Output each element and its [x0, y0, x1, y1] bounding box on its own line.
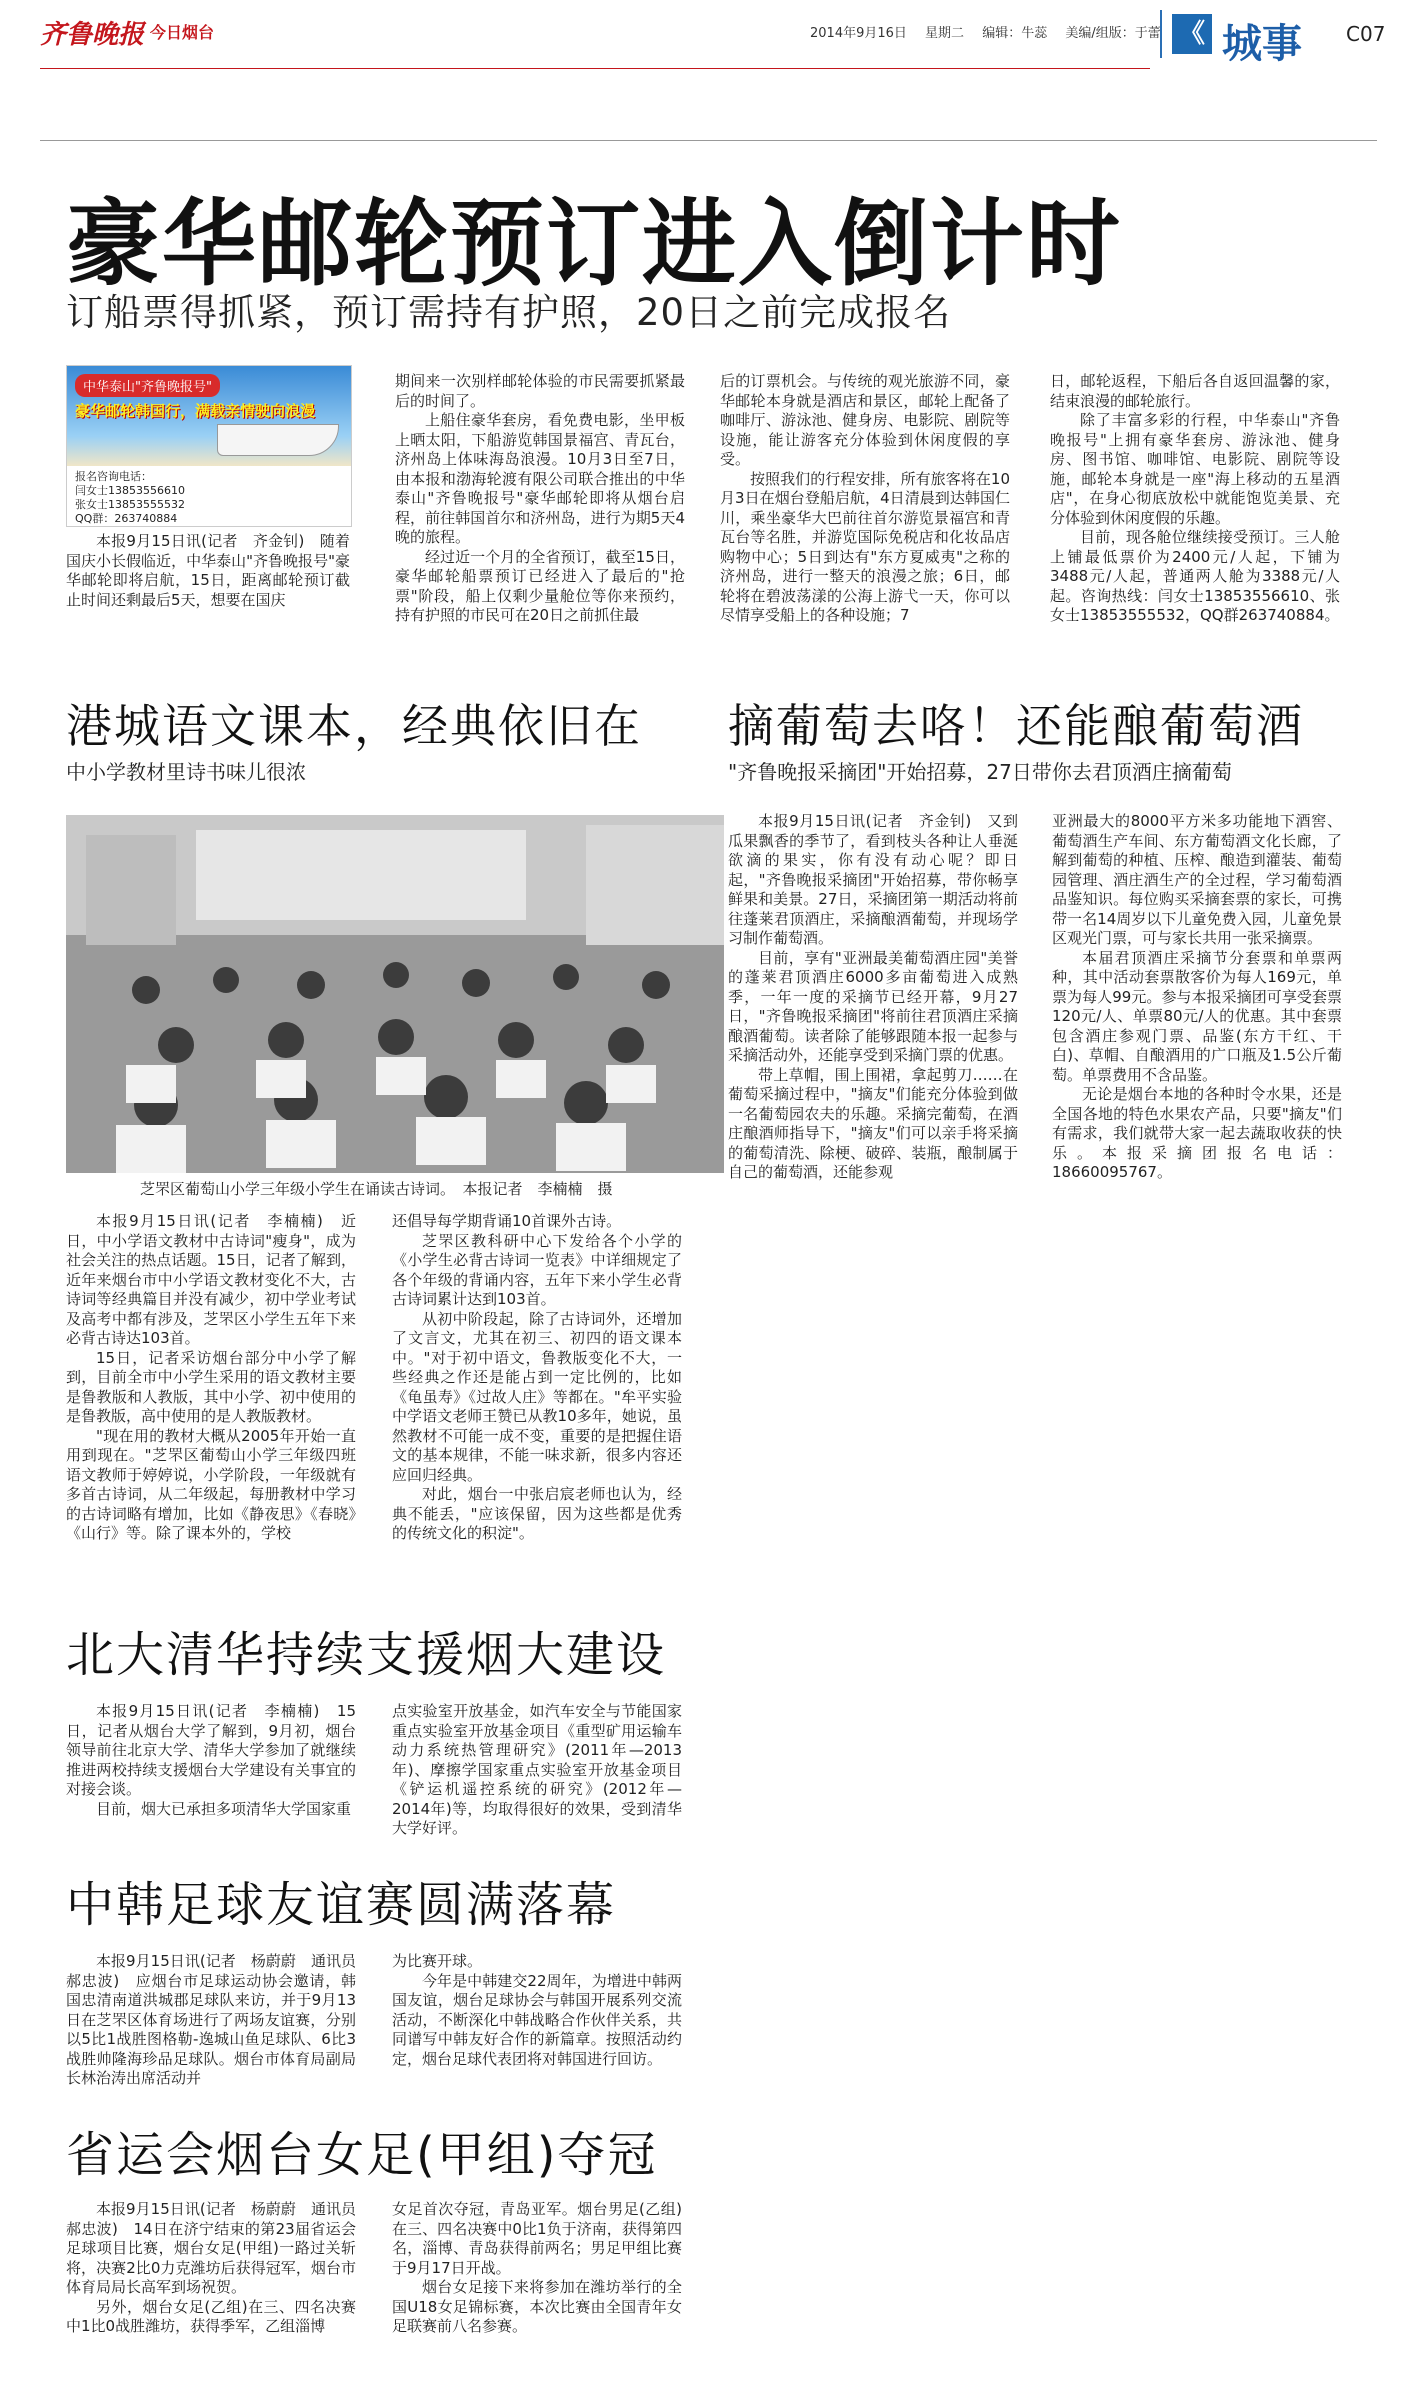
header-meta [810, 22, 1175, 41]
chevron-left-icon: 《 [1172, 14, 1212, 54]
paragraph: 本届君顶酒庄采摘节分套票和单票两种，其中活动套票散客价为每人169元，单票为每人99元。参与本报采摘团可享受套票120元/人、单票80元/人的优惠。其中套票包含酒庄参观门票、品鉴(东方干红、干白)、草帽、自酿酒用的广口瓶及1.5公斤葡萄。单票费用不含品鉴。 [1052, 948, 1342, 1084]
classroom-image [66, 815, 724, 1173]
paragraph: 目前，烟大已承担多项清华大学国家重 [96, 1799, 352, 1818]
photo-caption: 芝罘区葡萄山小学三年级小学生在诵读古诗词。 本报记者 李楠楠 摄 [140, 1180, 613, 1198]
paragraph: 还倡导每学期背诵10首课外古诗。 [392, 1212, 622, 1230]
section-label: 今日烟台 [150, 23, 215, 42]
classroom-photo [66, 815, 724, 1173]
page-number: C07 [1346, 22, 1386, 46]
pku-headline: 北大清华持续支援烟大建设 [66, 1627, 667, 1683]
football-column-2 [392, 1952, 682, 2069]
paragraph: 点实验室开放基金，如汽车安全与节能国家重点实验室开放基金项目《重型矿用运输车动力系统热管理研究》(2011年—2013年)、摩擦学国家重点实验室开放基金项目《铲运机遥控系统的研究》(2012年—2014年)等，均取得很好的效果，受到清华大学好评。 [392, 1702, 682, 1837]
paragraph: 本报9月15日讯(记者 杨蔚蔚 通讯员 郝忠波) 14日在济宁结束的第23届省运会足球项目比赛，烟台女足(甲组)一路过关斩将，决赛2比0力克潍坊后获得冠军，烟台市体育局局长高军到场祝贺。 [66, 2200, 372, 2296]
textbook-column-1 [66, 1212, 356, 1544]
cruise-ad [66, 365, 352, 527]
womens-headline: 省运会烟台女足(甲组)夺冠 [66, 2127, 658, 2183]
grape-subheadline: "齐鲁晚报采摘团"开始招募，27日带你去君顶酒庄摘葡萄 [728, 760, 1232, 784]
ad-contact-line: QQ群：263740884 [75, 512, 178, 525]
paragraph: 上船住豪华套房，看免费电影，坐甲板上晒太阳，下船游览韩国景福宫、青瓦台，济州岛上体味海岛浪漫。10月3日至7日，由本报和渤海轮渡有限公司联合推出的中华泰山"齐鲁晚报号"豪华邮轮即将从烟台启程，前往韩国首尔和济州岛，进行为期5天4晚的旅程。 [395, 411, 685, 546]
paragraph: 本报9月15日讯(记者 杨蔚蔚 通讯员 郝忠波) 应烟台市足球运动协会邀请，韩国忠清南道洪城郡足球队来访，并于9月13日在芝罘区体育场进行了两场友谊赛，分别以5比1战胜图格勒-逸城山鱼足球队、6比3战胜帅隆海珍品足球队。烟台市体育局副局长林治涛出席活动并 [66, 1952, 372, 2087]
paragraph: 本报9月15日讯(记者 李楠楠) 15日，记者从烟台大学了解到，9月初，烟台领导前往北京大学、清华大学参加了就继续推进两校持续支援烟台大学建设有关事宜的对接会谈。 [66, 1702, 356, 1798]
paragraph: 带上草帽，围上围裙，拿起剪刀……在葡萄采摘过程中，"摘友"们能充分体验到做一名葡萄园农夫的乐趣。采摘完葡萄，在酒庄酿酒师指导下，"摘友"们可以亲手将采摘的葡萄清洗、除梗、破碎、装瓶，酿制属于自己的葡萄酒，还能参观 [728, 1065, 1018, 1181]
ship-illustration [217, 424, 339, 456]
ad-badge: 中华泰山"齐鲁晚报号" [75, 374, 220, 397]
paragraph: 经过近一个月的全省预订，截至15日，豪华邮轮船票预订已经进入了最后的"抢票"阶段，船上仅剩少量舱位等你来预约，持有护照的市民可在20日之前抓住最 [395, 547, 685, 624]
paragraph: 本报9月15日讯(记者 齐金钊) 随着国庆小长假临近，中华泰山"齐鲁晚报号"豪华邮轮即将启航，15日，距离邮轮预订截止时间还剩最后5天，想要在国庆 [66, 532, 350, 609]
grape-column-2 [1052, 812, 1342, 1183]
paragraph: 亚洲最大的8000平方米多功能地下酒窖、葡萄酒生产车间、东方葡萄酒文化长廊，了解到葡萄的种植、压榨、酿造到灌装、葡萄园管理、酒庄酒生产的全过程，学习葡萄酒品鉴知识。每位购买采摘套票的家长，可携带一名14周岁以下儿童免费入园，儿童免景区观光门票，可与家长共用一张采摘票。 [1052, 812, 1342, 947]
lead-column-2 [395, 372, 685, 626]
grape-column-1 [728, 812, 1018, 1183]
paragraph: 女足首次夺冠，青岛亚军。烟台男足(乙组)在三、四名决赛中0比1负于济南，获得第四名，淄博、青岛获得前两名；男足甲组比赛于9月17日开战。 [392, 2200, 682, 2277]
header-divider [40, 68, 1150, 69]
paragraph: 目前，现各舱位继续接受预订。三人舱上铺最低票价为2400元/人起，下铺为3488元/人起，普通两人舱为3388元/人起。咨询热线：闫女士13853556610、张女士13853555532，QQ群263740884。 [1050, 528, 1340, 624]
lead-column-3 [720, 372, 1010, 626]
paragraph: 从初中阶段起，除了古诗词外，还增加了文言文，尤其在初三、初四的语文课本中。"对于初中语文，鲁教版变化不大，一些经典之作还是能占到一定比例的，比如《龟虽寿》《过故人庄》等都在。"牟平实验中学语文老师王赞已从教10多年，她说，虽然教材不可能一成不变，重要的是把握住语文的基本规律，不能一味求新，很多内容还应回归经典。 [392, 1309, 682, 1484]
issue-date: 2014年9月16日 [810, 26, 907, 41]
paragraph: 芝罘区教科研中心下发给各个小学的《小学生必背古诗词一览表》中详细规定了各个年级的背诵内容，五年下来小学生必背古诗词累计达到103首。 [392, 1231, 682, 1308]
lead-subheadline: 订船票得抓紧，预订需持有护照，20日之前完成报名 [66, 291, 952, 334]
paragraph: 目前，享有"亚洲最美葡萄酒庄园"美誉的蓬莱君顶酒庄6000多亩葡萄进入成熟季，一年一度的采摘节已经开幕，9月27日，"齐鲁晚报采摘团"将前往君顶酒庄采摘酿酒葡萄。读者除了能够跟随本报一起参与采摘活动外，还能享受到采摘门票的优惠。 [728, 948, 1018, 1064]
football-headline: 中韩足球友谊赛圆满落幕 [66, 1877, 617, 1933]
paragraph: 对此，烟台一中张启宸老师也认为，经典不能丢，"应该保留，因为这些都是优秀的传统文化的积淀"。 [392, 1485, 682, 1542]
ad-contact-line: 闫女士13853556610 [75, 484, 185, 497]
paragraph: 除了丰富多彩的行程，中华泰山"齐鲁晚报号"上拥有豪华套房、游泳池、健身房、图书馆、咖啡馆、电影院、剧院等设施，邮轮本身就是一座"海上移动的五星酒店"，在身心彻底放松中就能饱览美景、充分体验到休闲度假的乐趣。 [1050, 411, 1340, 527]
pku-column-1 [66, 1702, 356, 1819]
textbook-headline: 港城语文课本，经典依旧在 [66, 699, 642, 753]
design-credit: 美编/组版：于蕾 [1065, 26, 1161, 41]
paragraph: "现在用的教材大概从2005年开始一直用到现在。"芝罘区葡萄山小学三年级四班语文教师于婷婷说，小学阶段，一年级就有多首古诗词，从二年级起，每册教材中学习的古诗词略有增加，比如《静夜思》《春晓》《山行》等。除了课本外的，学校 [66, 1426, 356, 1542]
editor-credit: 编辑：牛蕊 [982, 26, 1048, 41]
paragraph: 期间来一次别样邮轮体验的市民需要抓紧最后的时间了。 [395, 372, 685, 410]
textbook-subheadline: 中小学教材里诗书味儿很浓 [66, 760, 306, 784]
grape-headline: 摘葡萄去咯！还能酿葡萄酒 [728, 699, 1304, 753]
ad-slogan: 豪华邮轮韩国行，满载亲情驶向浪漫 [75, 402, 316, 420]
ad-contact [75, 470, 185, 526]
womens-column-1 [66, 2200, 372, 2337]
textbook-column-2 [392, 1212, 682, 1544]
ad-contact-line: 报名咨询电话： [75, 470, 152, 483]
top-divider [40, 140, 1377, 141]
paragraph: 另外，烟台女足(乙组)在三、四名决赛中1比0战胜潍坊，获得季军，乙组淄博 [66, 2297, 356, 2335]
womens-column-2 [392, 2200, 682, 2337]
paragraph: 日，邮轮返程，下船后各自返回温馨的家，结束浪漫的邮轮旅行。 [1050, 372, 1340, 410]
paragraph: 无论是烟台本地的各种时令水果，还是全国各地的特色水果农产品，只要"摘友"们有需求，我们就带大家一起去蔬取收获的快乐。本报采摘团报名电话：18660095767。 [1052, 1085, 1342, 1181]
paragraph: 本报9月15日讯(记者 齐金钊) 又到瓜果飘香的季节了，看到枝头各种让人垂涎欲滴的果实，你有没有动心呢？即日起，"齐鲁晚报采摘团"开始招募，带你畅享鲜果和美景。27日，采摘团第一期活动将前往蓬莱君顶酒庄，采摘酿酒葡萄，并现场学习制作葡萄酒。 [728, 812, 1018, 947]
paragraph: 按照我们的行程安排，所有旅客将在10月3日在烟台登船启航，4日清晨到达韩国仁川，乘坐豪华大巴前往首尔游览景福宫和青瓦台等名胜，并游览国际免税店和化妆品店购物中心；5日到达有"东方夏威夷"之称的济州岛，进行一整天的浪漫之旅；6日，邮轮将在碧波荡漾的公海上游弋一天，你可以尽情享受船上的各种设施；7 [720, 469, 1010, 624]
lead-column-4 [1050, 372, 1340, 626]
pku-column-2 [392, 1702, 682, 1839]
football-column-1 [66, 1952, 372, 2089]
ad-contact-line: 张女士13853555532 [75, 498, 185, 511]
lead-headline: 豪华邮轮预订进入倒计时 [66, 190, 1123, 299]
paragraph: 今年是中韩建交22周年，为增进中韩两国友谊，烟台足球协会与韩国开展系列交流活动，不断深化中韩战略合作伙伴关系，共同谱写中韩友好合作的新篇章。按照活动约定，烟台足球代表团将对韩国进行回访。 [392, 1971, 682, 2068]
paragraph: 为比赛开球。 [392, 1952, 483, 1970]
masthead-logo: 齐鲁晚报 [40, 20, 145, 50]
paragraph: 15日，记者采访烟台部分中小学了解到，目前全市中小学生采用的语文教材主要是鲁教版和人教版，其中小学、初中使用的是鲁教版，高中使用的是人教版教材。 [66, 1348, 356, 1425]
lead-column-1 [66, 532, 350, 610]
paragraph: 烟台女足接下来将参加在潍坊举行的全国U18女足锦标赛，本次比赛由全国青年女足联赛前八名参赛。 [392, 2278, 682, 2335]
section-title: 城事 [1222, 21, 1302, 67]
issue-weekday: 星期二 [925, 26, 965, 41]
paragraph: 后的订票机会。与传统的观光旅游不同，豪华邮轮本身就是酒店和景区，邮轮上配备了咖啡厅、游泳池、健身房、电影院、剧院等设施，能让游客充分体验到休闲度假的享受。 [720, 372, 1010, 468]
paragraph: 本报9月15日讯(记者 李楠楠) 近日，中小学语文教材中古诗词"瘦身"，成为社会关注的热点话题。15日，记者了解到，近年来烟台市中小学语文教材变化不大，古诗词等经典篇目并没有减少，初中学业考试及高考中都有涉及，芝罘区小学生五年下来必背古诗达103首。 [66, 1212, 356, 1347]
